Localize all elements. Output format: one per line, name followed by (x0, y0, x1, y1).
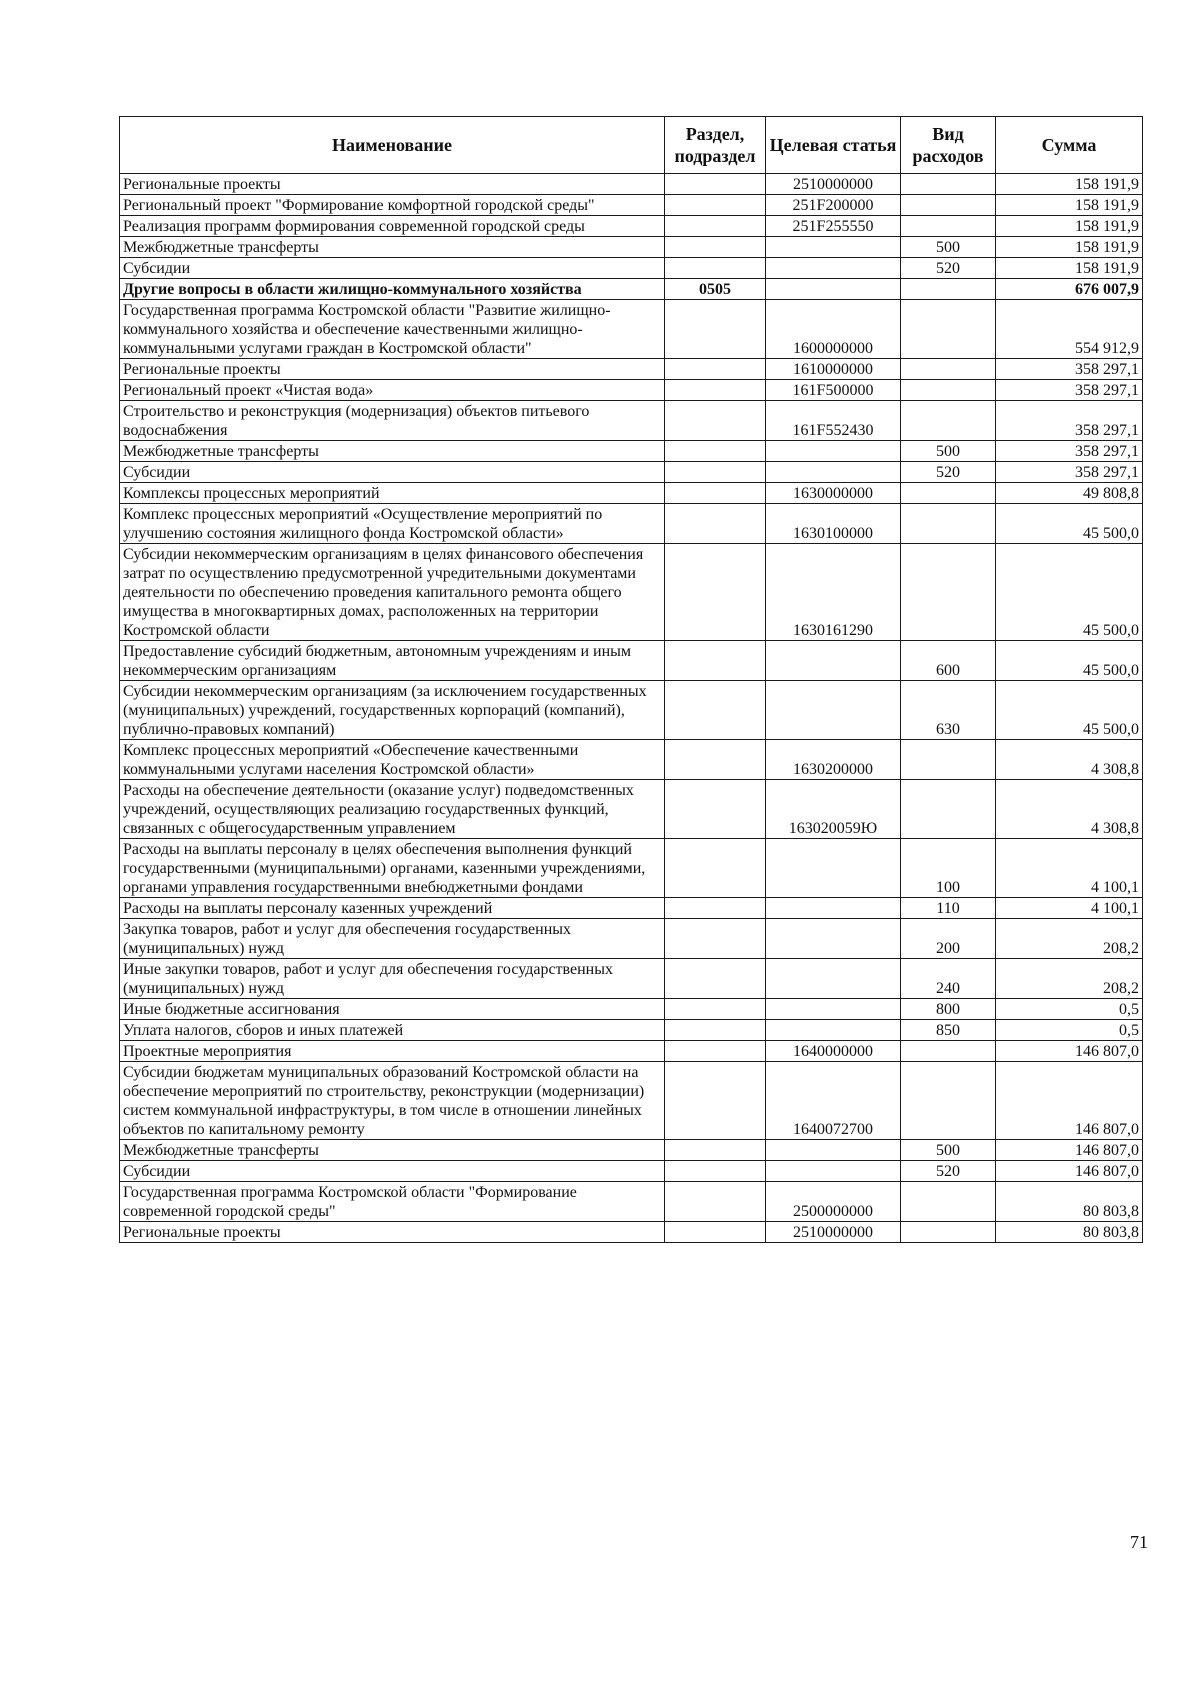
table-row (120, 780, 1143, 839)
cell-section (665, 1062, 766, 1140)
cell-name: Региональный проект «Чистая вода» (120, 380, 665, 401)
cell-target: 1640072700 (766, 1062, 901, 1140)
cell-expense (901, 1222, 996, 1243)
cell-sum: 45 500,0 (996, 504, 1143, 544)
cell-target (766, 919, 901, 959)
cell-name: Субсидии некоммерческим организациям (за исключением государственных (муниципальных) учреждений, государственных корпораций (компаний), публично-правовых компаний) (120, 681, 665, 740)
cell-sum: 208,2 (996, 959, 1143, 999)
cell-name: Проектные мероприятия (120, 1041, 665, 1062)
cell-sum: 80 803,8 (996, 1182, 1143, 1222)
table-row (120, 359, 1143, 380)
cell-sum: 49 808,8 (996, 483, 1143, 504)
cell-name: Иные бюджетные ассигнования (120, 999, 665, 1020)
cell-target: 2510000000 (766, 1222, 901, 1243)
table-row (120, 544, 1143, 641)
cell-name: Расходы на выплаты персоналу казенных учреждений (120, 898, 665, 919)
cell-expense (901, 1182, 996, 1222)
cell-target: 161F552430 (766, 401, 901, 441)
cell-target (766, 1020, 901, 1041)
cell-section (665, 780, 766, 839)
cell-expense (901, 380, 996, 401)
cell-name: Комплекс процессных мероприятий «Осуществление мероприятий по улучшению состояния жилищного фонда Костромской области» (120, 504, 665, 544)
cell-target: 1630100000 (766, 504, 901, 544)
cell-section: 0505 (665, 279, 766, 300)
table-row (120, 1020, 1143, 1041)
cell-name: Субсидии (120, 1161, 665, 1182)
cell-sum: 4 308,8 (996, 780, 1143, 839)
table-row (120, 959, 1143, 999)
cell-name: Комплексы процессных мероприятий (120, 483, 665, 504)
header-section: Раздел, подраздел (665, 117, 766, 174)
cell-section (665, 258, 766, 279)
table-row (120, 999, 1143, 1020)
cell-expense: 200 (901, 919, 996, 959)
cell-expense: 520 (901, 1161, 996, 1182)
cell-sum: 146 807,0 (996, 1140, 1143, 1161)
cell-target (766, 681, 901, 740)
cell-sum: 0,5 (996, 1020, 1143, 1041)
table-row (120, 1222, 1143, 1243)
cell-section (665, 504, 766, 544)
cell-section (665, 681, 766, 740)
cell-sum: 358 297,1 (996, 441, 1143, 462)
cell-expense (901, 359, 996, 380)
cell-name: Межбюджетные трансферты (120, 1140, 665, 1161)
table-row (120, 237, 1143, 258)
cell-expense: 500 (901, 1140, 996, 1161)
cell-expense (901, 174, 996, 195)
cell-expense (901, 544, 996, 641)
cell-section (665, 483, 766, 504)
cell-target: 2510000000 (766, 174, 901, 195)
page-number: 71 (1130, 1532, 1148, 1552)
cell-expense (901, 216, 996, 237)
cell-section (665, 401, 766, 441)
cell-sum: 358 297,1 (996, 380, 1143, 401)
table-row (120, 1140, 1143, 1161)
header-name: Наименование (120, 117, 665, 174)
cell-target (766, 441, 901, 462)
cell-sum: 158 191,9 (996, 237, 1143, 258)
cell-target (766, 898, 901, 919)
cell-sum: 0,5 (996, 999, 1143, 1020)
table-row (120, 681, 1143, 740)
table-row (120, 258, 1143, 279)
cell-name: Уплата налогов, сборов и иных платежей (120, 1020, 665, 1041)
cell-target: 1640000000 (766, 1041, 901, 1062)
cell-name: Комплекс процессных мероприятий «Обеспечение качественными коммунальными услугами населения Костромской области» (120, 740, 665, 780)
cell-name: Расходы на обеспечение деятельности (оказание услуг) подведомственных учреждений, осуществляющих реализацию государственных функций, связанных с общегосударственным управлением (120, 780, 665, 839)
cell-sum: 4 100,1 (996, 898, 1143, 919)
cell-target (766, 1140, 901, 1161)
cell-target (766, 999, 901, 1020)
cell-name: Региональные проекты (120, 1222, 665, 1243)
cell-section (665, 237, 766, 258)
cell-target: 251F200000 (766, 195, 901, 216)
cell-sum: 358 297,1 (996, 462, 1143, 483)
cell-expense: 850 (901, 1020, 996, 1041)
table-header-row (120, 117, 1143, 174)
cell-name: Межбюджетные трансферты (120, 441, 665, 462)
cell-sum: 146 807,0 (996, 1161, 1143, 1182)
cell-sum: 208,2 (996, 919, 1143, 959)
cell-section (665, 898, 766, 919)
cell-sum: 676 007,9 (996, 279, 1143, 300)
cell-target (766, 641, 901, 681)
cell-target (766, 462, 901, 483)
cell-target: 161F500000 (766, 380, 901, 401)
cell-sum: 45 500,0 (996, 544, 1143, 641)
cell-name: Региональные проекты (120, 174, 665, 195)
cell-name: Иные закупки товаров, работ и услуг для обеспечения государственных (муниципальных) нужд (120, 959, 665, 999)
table-row (120, 839, 1143, 898)
cell-section (665, 740, 766, 780)
table-row (120, 504, 1143, 544)
cell-name: Расходы на выплаты персоналу в целях обеспечения выполнения функций государственными (муниципальными) органами, казенными учреждениями, органами управления государственными внебюджетными фондами (120, 839, 665, 898)
cell-expense: 630 (901, 681, 996, 740)
cell-sum: 45 500,0 (996, 641, 1143, 681)
cell-expense (901, 401, 996, 441)
table-row (120, 919, 1143, 959)
cell-name: Субсидии (120, 462, 665, 483)
table-row (120, 1062, 1143, 1140)
cell-expense: 600 (901, 641, 996, 681)
cell-expense: 520 (901, 462, 996, 483)
cell-section (665, 195, 766, 216)
cell-sum: 158 191,9 (996, 258, 1143, 279)
cell-section (665, 216, 766, 237)
cell-section (665, 1222, 766, 1243)
cell-section (665, 441, 766, 462)
cell-target: 1630200000 (766, 740, 901, 780)
cell-sum: 80 803,8 (996, 1222, 1143, 1243)
cell-section (665, 1161, 766, 1182)
cell-target (766, 1161, 901, 1182)
cell-target (766, 279, 901, 300)
cell-sum: 4 100,1 (996, 839, 1143, 898)
table-row (120, 441, 1143, 462)
cell-section (665, 300, 766, 359)
cell-section (665, 1140, 766, 1161)
cell-expense: 520 (901, 258, 996, 279)
cell-name: Субсидии некоммерческим организациям в целях финансового обеспечения затрат по осуществлению предусмотренной учредительными документами деятельности по обеспечению проведения капитального ремонта общего имущества в многоквартирных домах, расположенных на территории Костромской области (120, 544, 665, 641)
cell-section (665, 919, 766, 959)
cell-section (665, 380, 766, 401)
header-expense: Вид расходов (901, 117, 996, 174)
cell-sum: 158 191,9 (996, 174, 1143, 195)
cell-expense (901, 1062, 996, 1140)
cell-target (766, 237, 901, 258)
table-row (120, 216, 1143, 237)
cell-section (665, 999, 766, 1020)
cell-name: Строительство и реконструкция (модернизация) объектов питьевого водоснабжения (120, 401, 665, 441)
cell-sum: 146 807,0 (996, 1062, 1143, 1140)
cell-name: Региональные проекты (120, 359, 665, 380)
cell-sum: 146 807,0 (996, 1041, 1143, 1062)
cell-expense (901, 740, 996, 780)
cell-name: Закупка товаров, работ и услуг для обеспечения государственных (муниципальных) нужд (120, 919, 665, 959)
cell-expense (901, 504, 996, 544)
table-row (120, 1161, 1143, 1182)
cell-target (766, 839, 901, 898)
table-row (120, 898, 1143, 919)
cell-section (665, 839, 766, 898)
cell-sum: 158 191,9 (996, 195, 1143, 216)
table-row (120, 195, 1143, 216)
cell-sum: 358 297,1 (996, 359, 1143, 380)
cell-name: Другие вопросы в области жилищно-коммунального хозяйства (120, 279, 665, 300)
cell-target: 1610000000 (766, 359, 901, 380)
table-row (120, 1041, 1143, 1062)
cell-section (665, 1182, 766, 1222)
cell-name: Предоставление субсидий бюджетным, автономным учреждениям и иным некоммерческим организациям (120, 641, 665, 681)
cell-target: 251F255550 (766, 216, 901, 237)
table-row (120, 462, 1143, 483)
table-row (120, 300, 1143, 359)
cell-section (665, 174, 766, 195)
cell-section (665, 544, 766, 641)
cell-target: 2500000000 (766, 1182, 901, 1222)
cell-section (665, 1020, 766, 1041)
cell-expense (901, 195, 996, 216)
cell-name: Межбюджетные трансферты (120, 237, 665, 258)
cell-target (766, 258, 901, 279)
cell-name: Субсидии бюджетам муниципальных образований Костромской области на обеспечение мероприятий по строительству, реконструкции (модернизации) систем коммунальной инфраструктуры, в том числе в отношении линейных объектов по капитальному ремонту (120, 1062, 665, 1140)
cell-expense: 500 (901, 237, 996, 258)
cell-sum: 358 297,1 (996, 401, 1143, 441)
cell-expense (901, 300, 996, 359)
cell-name: Государственная программа Костромской области "Формирование современной городской среды" (120, 1182, 665, 1222)
cell-sum: 158 191,9 (996, 216, 1143, 237)
table-row (120, 740, 1143, 780)
cell-name: Региональный проект "Формирование комфортной городской среды" (120, 195, 665, 216)
table-row (120, 380, 1143, 401)
cell-target: 1630161290 (766, 544, 901, 641)
cell-expense: 240 (901, 959, 996, 999)
header-sum: Сумма (996, 117, 1143, 174)
table-row (120, 641, 1143, 681)
header-target: Целевая статья (766, 117, 901, 174)
cell-expense: 800 (901, 999, 996, 1020)
cell-expense (901, 279, 996, 300)
table-body (120, 174, 1143, 1243)
cell-expense: 110 (901, 898, 996, 919)
cell-sum: 45 500,0 (996, 681, 1143, 740)
cell-section (665, 641, 766, 681)
table-row (120, 279, 1143, 300)
cell-section (665, 959, 766, 999)
cell-expense: 500 (901, 441, 996, 462)
table-row (120, 401, 1143, 441)
cell-target: 1600000000 (766, 300, 901, 359)
cell-target: 163020059Ю (766, 780, 901, 839)
cell-expense: 100 (901, 839, 996, 898)
cell-sum: 4 308,8 (996, 740, 1143, 780)
table-row (120, 483, 1143, 504)
budget-table (119, 116, 1143, 1243)
cell-section (665, 1041, 766, 1062)
cell-target: 1630000000 (766, 483, 901, 504)
cell-name: Субсидии (120, 258, 665, 279)
cell-name: Реализация программ формирования современной городской среды (120, 216, 665, 237)
cell-section (665, 462, 766, 483)
cell-expense (901, 483, 996, 504)
cell-expense (901, 1041, 996, 1062)
cell-expense (901, 780, 996, 839)
table-row (120, 174, 1143, 195)
table-row (120, 1182, 1143, 1222)
cell-sum: 554 912,9 (996, 300, 1143, 359)
cell-section (665, 359, 766, 380)
cell-name: Государственная программа Костромской области "Развитие жилищно-коммунального хозяйства и обеспечение качественными жилищно-коммунальными услугами граждан в Костромской области" (120, 300, 665, 359)
cell-target (766, 959, 901, 999)
